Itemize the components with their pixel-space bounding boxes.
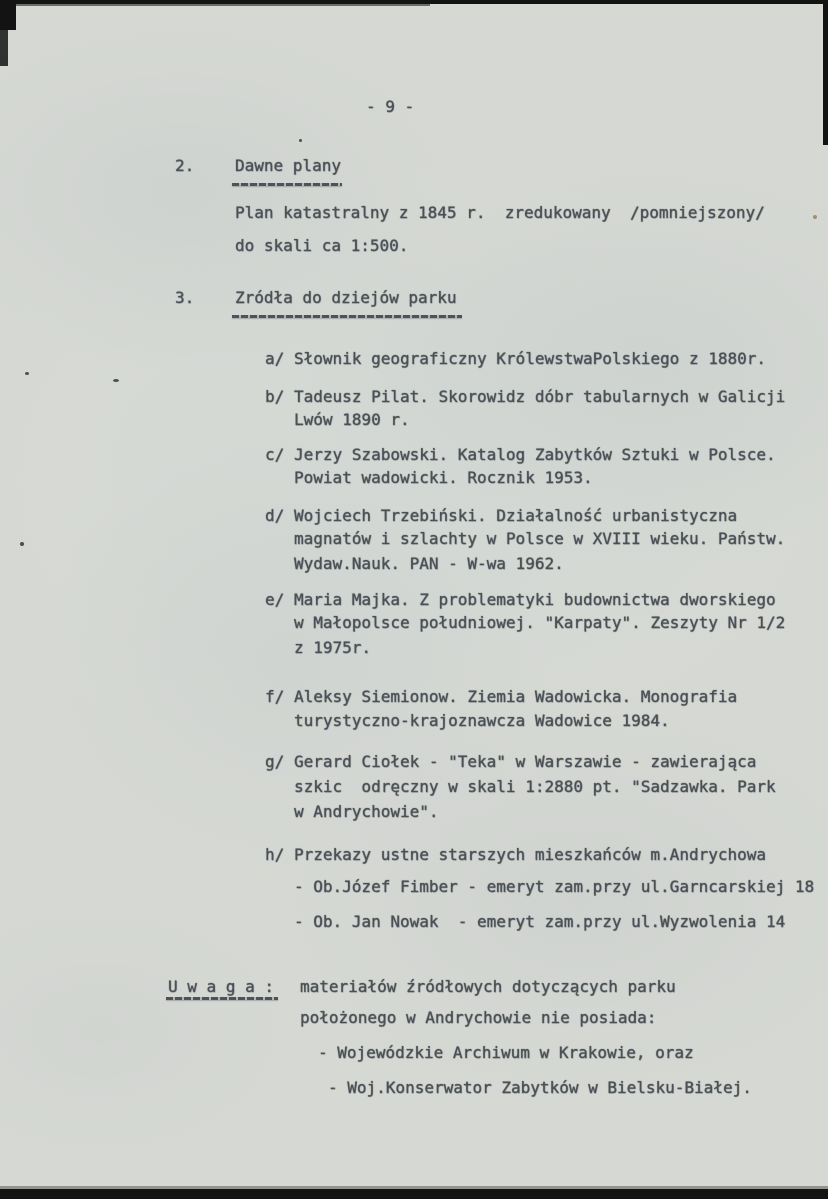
list-item-label: f/	[265, 687, 285, 706]
list-item-line: w Małopolsce południowej. "Karpaty". Zeszyty Nr 1/2	[294, 613, 786, 632]
list-item-label: d/	[265, 506, 285, 525]
scan-edge-bottom	[0, 1189, 828, 1199]
list-item-label: e/	[265, 590, 285, 609]
list-item-line: Maria Majka. Z problematyki budownictwa dworskiego	[294, 590, 776, 609]
list-item-line: turystyczno-krajoznawcza Wadowice 1984.	[294, 711, 670, 730]
list-item-label: b/	[265, 387, 285, 406]
section-2-number: 2.	[175, 156, 195, 175]
list-item-line: Aleksy Siemionow. Ziemia Wadowicka. Monografia	[294, 687, 738, 706]
list-item-label: a/	[265, 349, 285, 368]
paper-speck	[20, 542, 24, 546]
note-line: materiałów źródłowych dotyczących parku	[300, 977, 676, 996]
section-2-line: do skali ca 1:500.	[235, 236, 409, 255]
list-item-line: Lwów 1890 r.	[294, 410, 410, 429]
list-item-line: Słownik geograficzny KrólewstwaPolskiego z 1880r.	[294, 349, 767, 368]
list-item-line: w Andrychowie".	[294, 802, 439, 821]
list-subitem-line: - Ob. Jan Nowak - emeryt zam.przy ul.Wyzwolenia 14	[294, 912, 786, 931]
paper-speck	[813, 215, 817, 219]
section-3-number: 3.	[175, 288, 195, 307]
scan-edge-right	[823, 0, 828, 145]
note-label: U w a g a :	[168, 977, 274, 996]
list-subitem-line: - Ob.Józef Fimber - emeryt zam.przy ul.Garncarskiej 18	[294, 877, 815, 896]
paper-speck	[299, 139, 302, 142]
scan-edge-bottom-shadow	[0, 1186, 828, 1189]
list-item-line: Powiat wadowicki. Rocznik 1953.	[294, 468, 593, 487]
list-item-label: c/	[265, 445, 285, 464]
section-3-title: Zródła do dziejów parku	[235, 288, 457, 307]
list-item-line: magnatów i szlachty w Polsce w XVIII wieku. Państw.	[294, 529, 786, 548]
list-item-line: Gerard Ciołek - "Teka" w Warszawie - zawierająca	[294, 752, 757, 771]
section-2-title: Dawne plany	[235, 156, 341, 175]
paper-speck	[25, 372, 29, 375]
list-item-line: Wojciech Trzebiński. Działalność urbanistyczna	[294, 506, 738, 525]
note-label-underline	[166, 997, 278, 1000]
note-line: położonego w Andrychowie nie posiada:	[300, 1008, 657, 1027]
paper-speck	[113, 379, 119, 382]
list-item-label: h/	[265, 845, 285, 864]
list-item-line: z 1975r.	[294, 638, 372, 657]
scan-edge-top-shadow	[0, 4, 430, 6]
note-subitem-line: - Wojewódzkie Archiwum w Krakowie, oraz	[318, 1043, 694, 1062]
section-2-line: Plan katastralny z 1845 r. zredukowany /pomniejszony/	[235, 203, 765, 222]
list-item-line: szkic odręczny w skali 1:2880 pt. "Sadzawka. Park	[294, 777, 776, 796]
scan-corner-mark	[0, 0, 16, 30]
page-number: - 9 -	[366, 97, 415, 116]
section-3-title-underline	[232, 315, 462, 318]
list-item-label: g/	[265, 752, 285, 771]
list-item-line: Jerzy Szabowski. Katalog Zabytków Sztuki w Polsce.	[294, 445, 776, 464]
scan-corner-mark	[0, 30, 8, 66]
list-item-line: Przekazy ustne starszych mieszkańców m.Andrychowa	[294, 845, 767, 864]
section-2-title-underline	[232, 183, 342, 186]
note-subitem-line: - Woj.Konserwator Zabytków w Bielsku-Białej.	[328, 1078, 752, 1097]
list-item-line: Wydaw.Nauk. PAN - W-wa 1962.	[294, 554, 564, 573]
list-item-line: Tadeusz Pilat. Skorowidz dóbr tabularnych w Galicji	[294, 387, 786, 406]
